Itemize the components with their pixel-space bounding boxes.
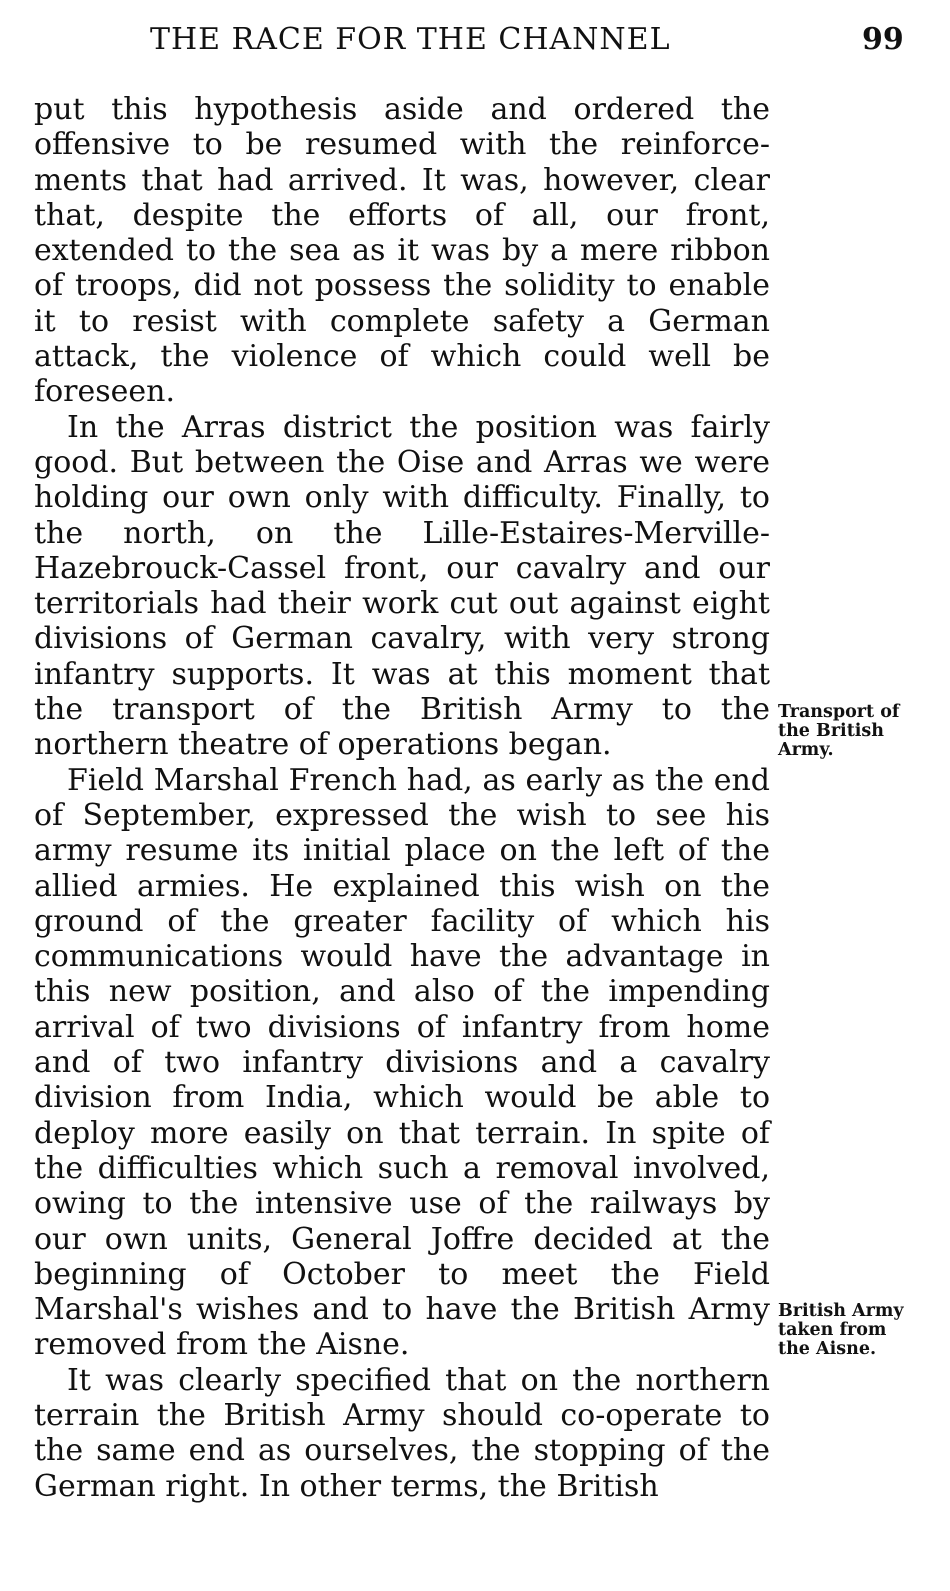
page-number: 99 (862, 22, 904, 57)
paragraph-1: put this hypothesis aside and ordered the offensive to be resumed with the reinforcements that had arrived. It was, however, clear that, despite the efforts of all, our front, extended to the sea as it was by a mere ribbon of troops, did not possess the solidity to enable it to resist with complete safety a German attack, the violence of which could well be foreseen. (34, 92, 770, 410)
paragraph-3: Field Marshal French had, as early as the end of September, expressed the wish to see his army resume its initial place on the left of the allied armies. He explained this wish on the ground of the greater facility of which his communications would have the advantage in this new position, and also of the impending arrival of two divisions of infantry from home and of two infantry divisions and a cavalry division from India, which would be able to deploy more easily on that terrain. In spite of the difficulties which such a removal involved, owing to the intensive use of the railways by our own units, General Joffre decided at the beginning of October to meet the Field Marshal's wishes and to have the British Army removed from the Aisne. (34, 762, 770, 1363)
paragraph-2: In the Arras district the position was fairly good. But between the Oise and Arras we were holding our own only with difficulty. Finally, to the north, on the Lille-Estaires-Merville-Hazebrouck-Cassel front, our cavalry and our territorials had their work cut out against eight divisions of German cavalry, with very strong infantry supports. It was at this moment that the transport of the British Army to the northern theatre of operations began. (34, 409, 770, 763)
running-title: THE RACE FOR THE CHANNEL (150, 22, 671, 57)
running-header (0, 22, 950, 72)
paragraph-4: It was clearly specified that on the northern terrain the British Army should co-operate to the same end as ourselves, the stopping of the German right. In other terms, the British (34, 1362, 770, 1504)
body-text (34, 92, 770, 1504)
side-note-british-army: British Army taken from the Aisne. (778, 1301, 904, 1359)
side-note-transport: Transport of the British Army. (778, 702, 900, 760)
